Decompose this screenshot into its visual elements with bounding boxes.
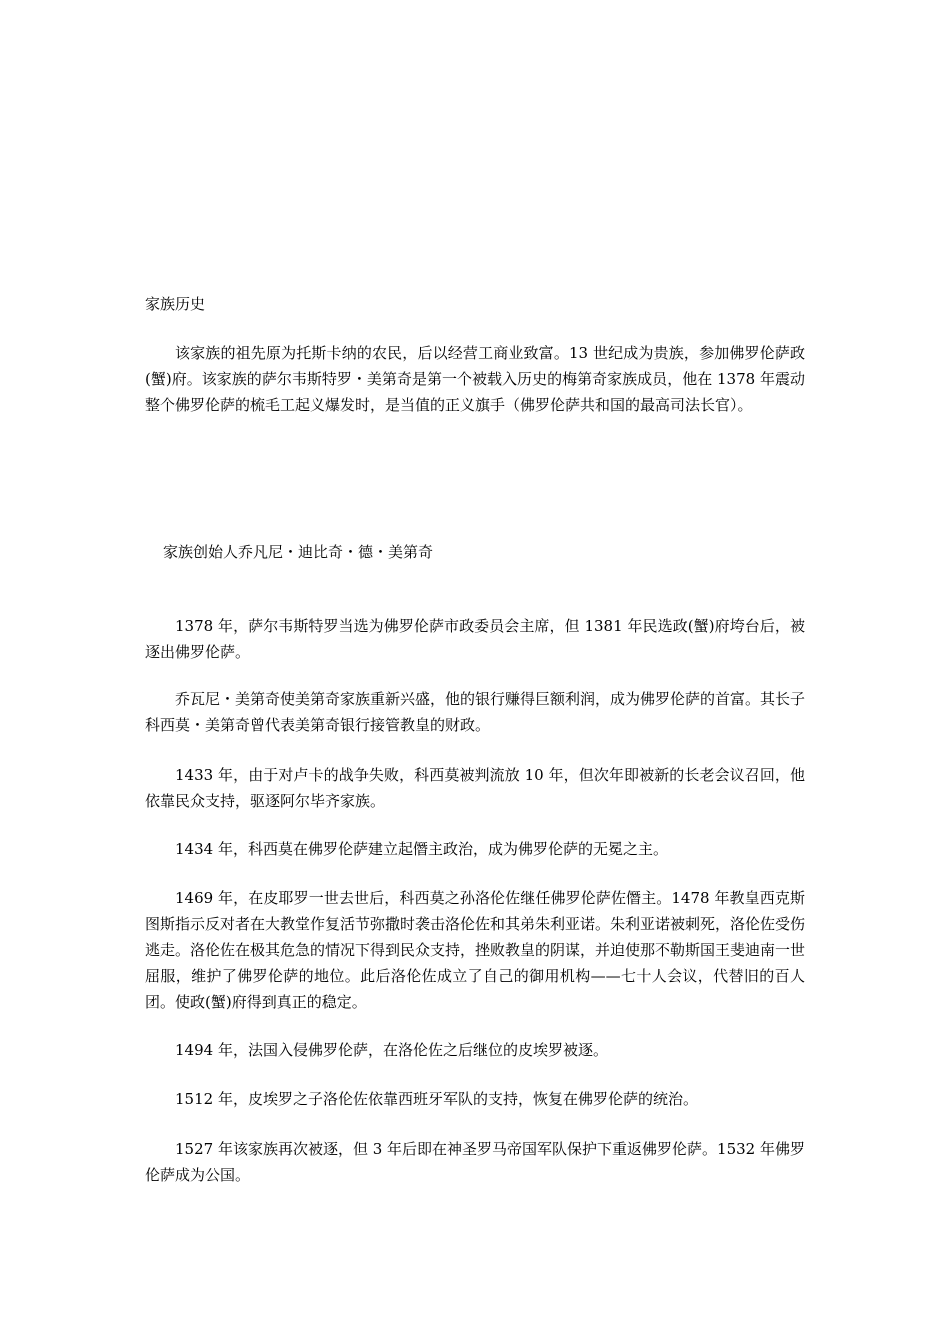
section-heading-family-history: 家族历史 [145, 295, 206, 313]
paragraph-origin: 该家族的祖先原为托斯卡纳的农民，后以经营工商业致富。13 世纪成为贵族，参加佛罗伦萨政(蟹)府。该家族的萨尔韦斯特罗・美第奇是第一个被载入历史的梅第奇家族成员，他在 1378 年震动整个佛罗伦萨的梳毛工起义爆发时，是当值的正义旗手（佛罗伦萨共和国的最高司法长官）。 [145, 344, 805, 414]
paragraph-1434: 1434 年，科西莫在佛罗伦萨建立起僭主政治，成为佛罗伦萨的无冕之主。 [175, 840, 668, 858]
paragraph-1494: 1494 年，法国入侵佛罗伦萨，在洛伦佐之后继位的皮埃罗被逐。 [175, 1041, 608, 1059]
paragraph-giovanni: 乔瓦尼・美第奇使美第奇家族重新兴盛，他的银行赚得巨额利润，成为佛罗伦萨的首富。其长子科西莫・美第奇曾代表美第奇银行接管教皇的财政。 [145, 690, 806, 734]
paragraph-1527: 1527 年该家族再次被逐，但 3 年后即在神圣罗马帝国军队保护下重返佛罗伦萨。1532 年佛罗伦萨成为公国。 [145, 1140, 805, 1184]
section-heading-founder: 家族创始人乔凡尼・迪比奇・德・美第奇 [163, 543, 434, 561]
paragraph-1433: 1433 年，由于对卢卡的战争失败，科西莫被判流放 10 年，但次年即被新的长老会议召回，他依靠民众支持，驱逐阿尔毕齐家族。 [145, 766, 805, 810]
paragraph-1378: 1378 年，萨尔韦斯特罗当选为佛罗伦萨市政委员会主席，但 1381 年民选政(蟹)府垮台后，被逐出佛罗伦萨。 [145, 617, 805, 661]
paragraph-1469: 1469 年，在皮耶罗一世去世后，科西莫之孙洛伦佐继任佛罗伦萨佐僭主。1478 年教皇西克斯图斯指示反对者在大教堂作复活节弥撒时袭击洛伦佐和其弟朱利亚诺。朱利亚诺被刺死，洛伦佐受伤逃走。洛伦佐在极其危急的情况下得到民众支持，挫败教皇的阴谋，并迫使那不勒斯国王斐迪南一世屈服，维护了佛罗伦萨的地位。此后洛伦佐成立了自己的御用机构——七十人会议，代替旧的百人团。使政(蟹)府得到真正的稳定。 [145, 889, 806, 1011]
paragraph-1512: 1512 年，皮埃罗之子洛伦佐依靠西班牙军队的支持，恢复在佛罗伦萨的统治。 [175, 1090, 698, 1108]
